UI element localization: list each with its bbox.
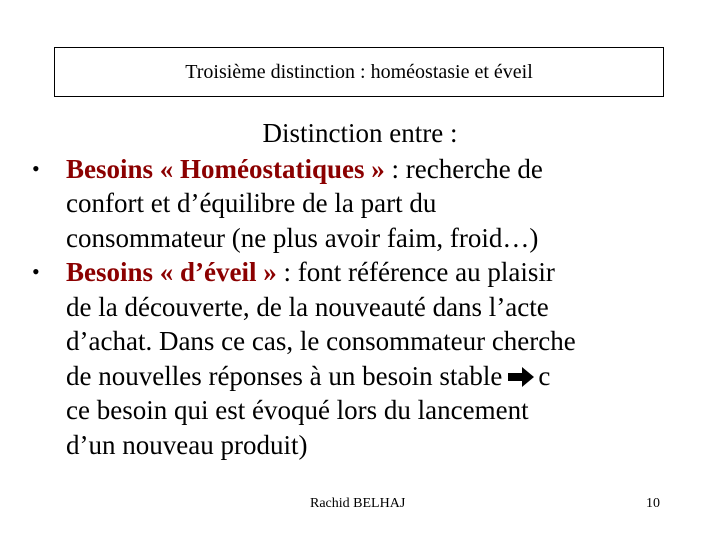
slide-title: Troisième distinction : homéostasie et éveil [185,61,533,83]
intro-text: Distinction entre : [262,118,458,148]
bullet-line: d’achat. Dans ce cas, le consommateur cherche [66,326,576,356]
bullet-line [66,359,690,394]
bullet-line: confort et d’équilibre de la part du [66,188,437,218]
bullet-line: d’un nouveau produit) [66,429,308,460]
right-arrow-icon [506,367,536,387]
bullet-line: ce besoin qui est évoqué lors du lancement [66,395,529,425]
bullet-line: consommateur (ne plus avoir faim, froid…) [66,222,539,253]
bullet-line [66,255,690,290]
bullet-dot-icon: • [32,155,40,181]
slide-content [30,116,690,462]
bullet-text: de nouvelles réponses à un besoin stable [66,360,503,391]
bullet-line: de la découverte, de la nouveauté dans l’acte [66,291,549,322]
page-number: 10 [646,496,660,511]
bullet-text: c [538,360,551,391]
bullet-term: Besoins « d’éveil » [66,257,277,287]
bullet-eveil [30,255,690,462]
bullet-dot-icon: • [32,259,40,284]
bullet-text: : recherche de [384,153,543,184]
footer-author: Rachid BELHAJ [310,496,406,511]
bullet-text: : font référence au plaisir [276,257,555,287]
bullet-term: Besoins « Homéostatiques » [66,153,385,184]
bullet-homeostatic [30,152,690,256]
bullet-line [66,152,690,187]
slide-title-box [54,47,664,97]
